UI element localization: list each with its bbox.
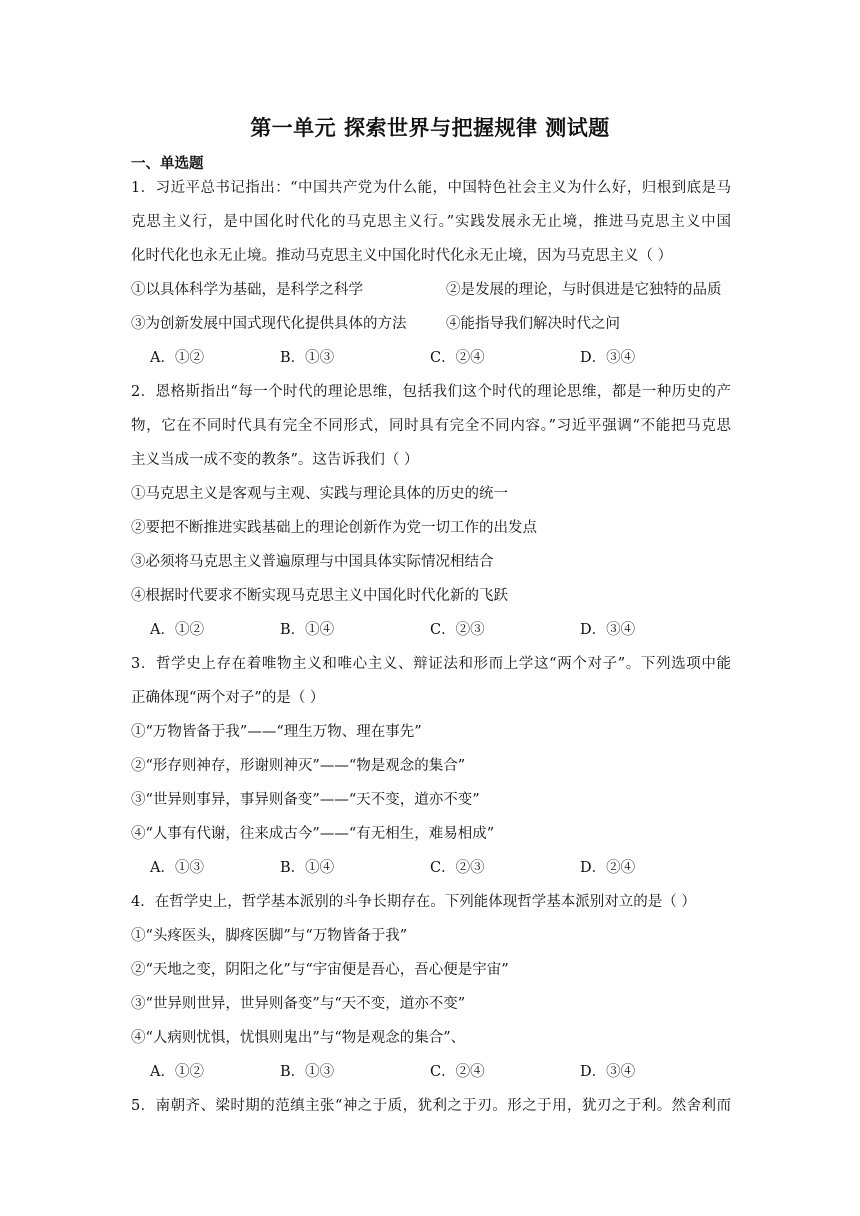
q2-statement-3: ③必须将马克思主义普遍原理与中国具体实际情况相结合	[131, 554, 494, 570]
q2-option-a[interactable]: A．①②	[150, 622, 204, 638]
section-heading: 一、单选题	[131, 156, 204, 172]
q2-option-b[interactable]: B．①④	[280, 622, 335, 638]
q4-option-b[interactable]: B．①③	[280, 1064, 335, 1080]
q3-stem-line-1: 3．哲学史上存在着唯物主义和唯心主义、辩证法和形而上学这“两个对子”。下列选项中能	[131, 656, 731, 672]
q4-stem-line-1: 4．在哲学史上，哲学基本派别的斗争长期存在。下列能体现哲学基本派别对立的是（ ）	[131, 894, 696, 910]
q2-stem-line-1: 2．恩格斯指出“每一个时代的理论思维，包括我们这个时代的理论思维，都是一种历史的产	[131, 384, 731, 400]
q3-statement-1: ①“万物皆备于我”——“理生万物、理在事先”	[131, 724, 422, 740]
q1-stem-line-1: 1．习近平总书记指出：“中国共产党为什么能，中国特色社会主义为什么好，归根到底是马	[131, 180, 731, 196]
q2-statement-1: ①马克思主义是客观与主观、实践与理论具体的历史的统一	[131, 486, 508, 502]
q1-statement-1: ①以具体科学为基础，是科学之科学	[131, 282, 363, 298]
q4-option-c[interactable]: C．②④	[430, 1064, 485, 1080]
q2-stem-line-2: 物，它在不同时代具有完全不同形式，同时具有完全不同内容。”习近平强调“不能把马克思	[131, 418, 731, 434]
q3-option-b[interactable]: B．①④	[280, 860, 335, 876]
q4-options	[150, 1062, 750, 1082]
q2-statement-2: ②要把不断推进实践基础上的理论创新作为党一切工作的出发点	[131, 520, 537, 536]
q5-stem-line-1: 5．南朝齐、梁时期的范缜主张“神之于质，犹利之于刃。形之于用，犹刃之于利。然舍利而	[131, 1098, 731, 1114]
q1-option-c[interactable]: C．②④	[430, 350, 485, 366]
q1-statement-4: ④能指导我们解决时代之问	[446, 316, 620, 332]
q2-option-c[interactable]: C．②③	[430, 622, 485, 638]
document-title: 第一单元 探索世界与把握规律 测试题	[250, 116, 610, 140]
q2-statement-4: ④根据时代要求不断实现马克思主义中国化时代化新的飞跃	[131, 588, 508, 604]
q4-statement-3: ③“世异则世异，世异则备变”与“天不变，道亦不变”	[131, 996, 466, 1012]
q3-option-c[interactable]: C．②③	[430, 860, 485, 876]
q3-option-a[interactable]: A．①③	[150, 860, 204, 876]
q4-statement-2: ②“天地之变，阴阳之化”与“宇宙便是吾心，吾心便是宇宙”	[131, 962, 509, 978]
q4-option-a[interactable]: A．①②	[150, 1064, 204, 1080]
q4-statement-4: ④“人病则忧惧，忧惧则鬼出”与“物是观念的集合”、	[131, 1030, 466, 1046]
q2-stem-line-3: 主义当成一成不变的教条”。这告诉我们（ ）	[131, 452, 419, 468]
q3-stem-line-2: 正确体现“两个对子”的是（ ）	[131, 690, 325, 706]
q1-options	[150, 348, 750, 368]
q3-option-d[interactable]: D．②④	[580, 860, 636, 876]
q1-option-a[interactable]: A．①②	[150, 350, 204, 366]
q4-option-d[interactable]: D．③④	[580, 1064, 636, 1080]
q1-statement-2: ②是发展的理论，与时俱进是它独特的品质	[446, 282, 722, 298]
q1-option-b[interactable]: B．①③	[280, 350, 335, 366]
q1-stem-line-3: 化时代化也永无止境。推动马克思主义中国化时代化永无止境，因为马克思主义（ ）	[131, 248, 673, 264]
q4-statement-1: ①“头疼医头，脚疼医脚”与“万物皆备于我”	[131, 928, 408, 944]
q2-option-d[interactable]: D．③④	[580, 622, 636, 638]
q3-options	[150, 858, 750, 878]
q3-statement-3: ③“世异则事异，事异则备变”——“天不变，道亦不变”	[131, 792, 480, 808]
q3-statement-4: ④“人事有代谢，往来成古今”——“有无相生，难易相成”	[131, 826, 495, 842]
q2-options	[150, 620, 750, 640]
q1-option-d[interactable]: D．③④	[580, 350, 636, 366]
q1-stem-line-2: 克思主义行，是中国化时代化的马克思主义行。”实践发展永无止境，推进马克思主义中国	[131, 214, 731, 230]
q3-statement-2: ②“形存则神存，形谢则神灭”——“物是观念的集合”	[131, 758, 466, 774]
q1-statement-3: ③为创新发展中国式现代化提供具体的方法	[131, 316, 407, 332]
